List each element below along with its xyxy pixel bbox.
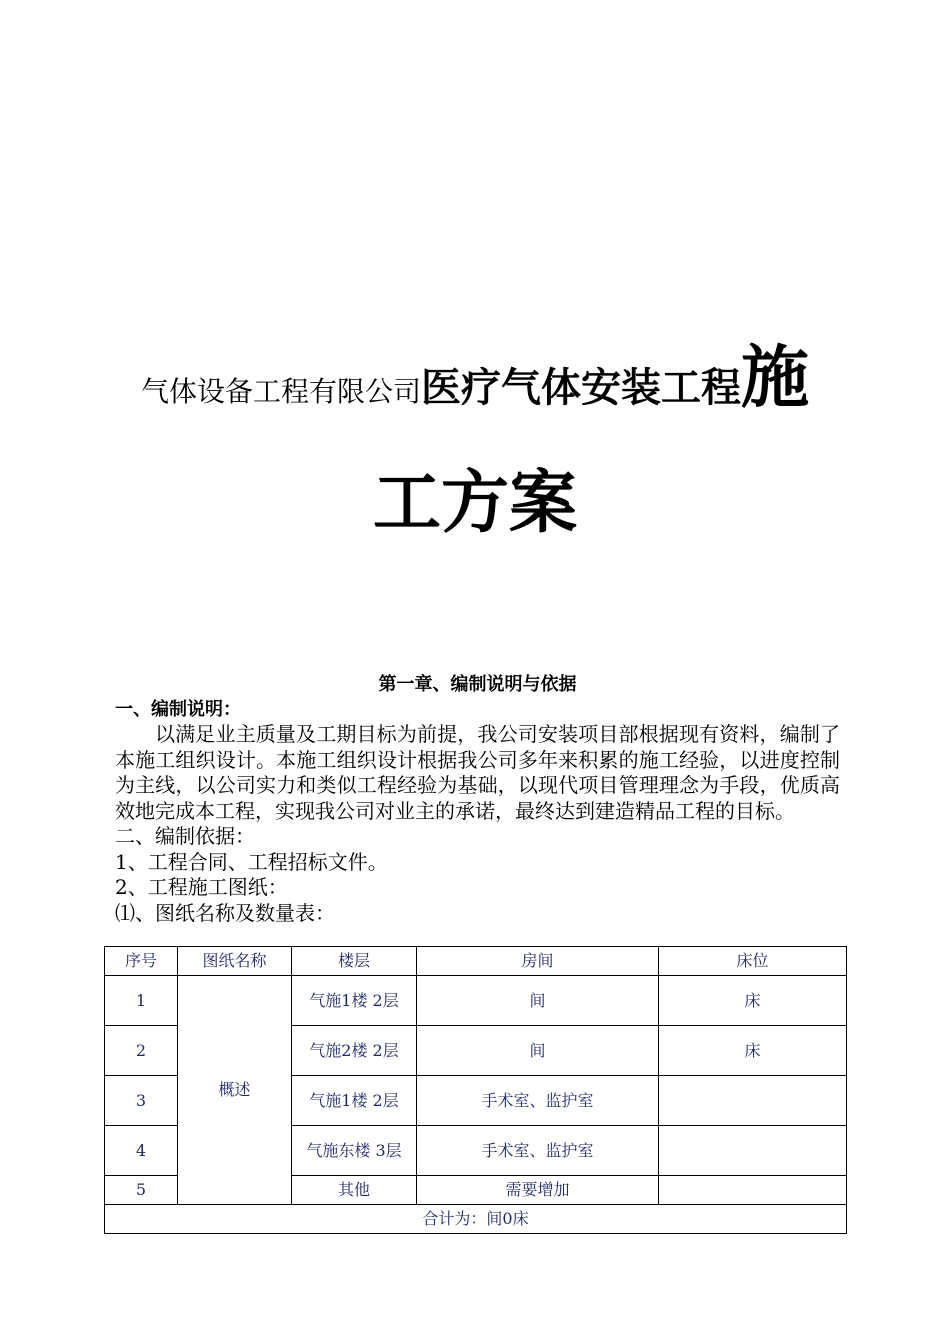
section-1-heading: 一、编制说明： [115, 699, 241, 720]
cell-floor: 气施东楼 3层 [292, 1126, 417, 1176]
cell-floor: 气施1楼 2层 [292, 1076, 417, 1126]
cell-room: 需要增加 [417, 1176, 659, 1205]
cell-floor: 气施1楼 2层 [292, 976, 417, 1026]
section-1-paragraph: 以满足业主质量及工期目标为前提，我公司安装项目部根据现有资料，编制了本施工组织设计。本施工组织设计根据我公司多年来积累的施工经验，以进度控制为主线，以公司实力和类似工程经验为基础，以现代项目管理理念为手段，优质高效地完成本工程，实现我公司对业主的承诺，最终达到建造精品工程的目标。 [115, 722, 840, 823]
basis-item-2: 2、工程施工图纸： [115, 875, 288, 899]
title-line-2: 工方案 [372, 463, 577, 543]
cell-total: 合计为：间0床 [105, 1205, 847, 1234]
cell-no: 5 [105, 1176, 178, 1205]
cell-bed [659, 1076, 847, 1126]
cell-room: 手术室、监护室 [417, 1076, 659, 1126]
title-project: 医疗气体安装工程 [421, 364, 741, 411]
table-total-row [105, 1205, 847, 1234]
cell-bed [659, 1126, 847, 1176]
section-2-heading: 二、编制依据： [115, 824, 255, 848]
cell-room: 间 [417, 976, 659, 1026]
header-no: 序号 [105, 947, 178, 976]
basis-item-2-sub: ⑴、图纸名称及数量表： [115, 900, 335, 925]
cell-room: 间 [417, 1026, 659, 1076]
header-bed: 床位 [659, 947, 847, 976]
title-big-char: 施 [741, 338, 810, 418]
document-body [115, 672, 840, 926]
cell-bed: 床 [659, 976, 847, 1026]
title-line-1 [0, 318, 950, 456]
basis-item-1: 1、工程合同、工程招标文件。 [115, 849, 388, 874]
cell-no: 1 [105, 976, 178, 1026]
header-drawing-name: 图纸名称 [178, 947, 292, 976]
header-floor: 楼层 [292, 947, 417, 976]
cell-no: 4 [105, 1126, 178, 1176]
title-company: 气体设备工程有限公司 [140, 375, 421, 408]
cell-bed [659, 1176, 847, 1205]
cell-room: 手术室、监护室 [417, 1126, 659, 1176]
cell-bed: 床 [659, 1026, 847, 1076]
header-room: 房间 [417, 947, 659, 976]
cell-floor: 气施2楼 2层 [292, 1026, 417, 1076]
cell-no: 2 [105, 1026, 178, 1076]
table-header-row [105, 947, 847, 976]
drawing-list-table [104, 946, 847, 1234]
chapter-title: 第一章、编制说明与依据 [378, 674, 577, 695]
cell-no: 3 [105, 1076, 178, 1126]
document-title [0, 318, 950, 558]
cell-drawing-name: 概述 [178, 976, 292, 1205]
cell-floor: 其他 [292, 1176, 417, 1205]
table-row [105, 976, 847, 1026]
